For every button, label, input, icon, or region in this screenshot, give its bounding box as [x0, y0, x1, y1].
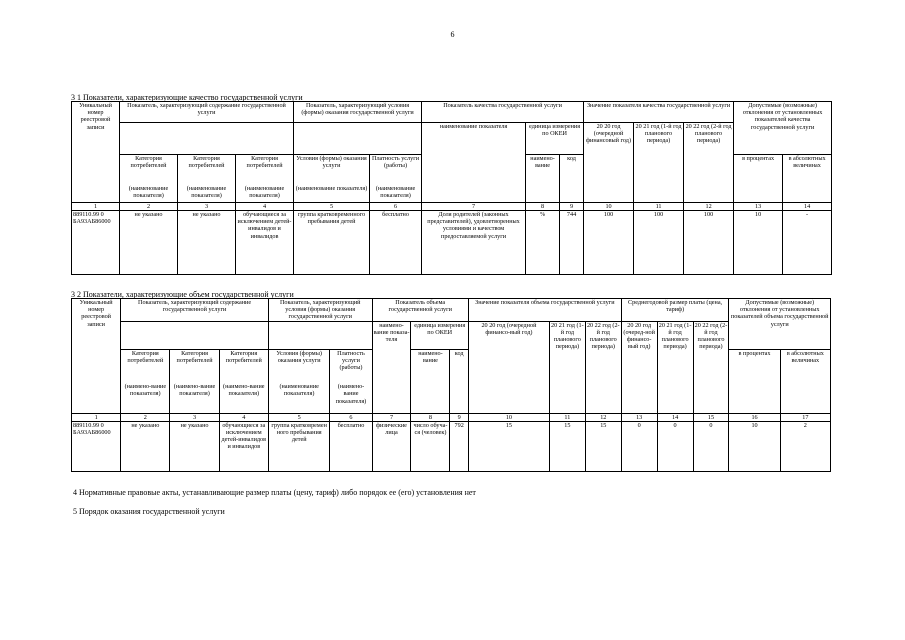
quality-indicator-header: Показатель качества государственной услуги [422, 102, 584, 123]
column-number: 6 [330, 413, 372, 421]
value-2020-cell: 100 [584, 211, 634, 275]
absolute-header: в абсолютных величинах [780, 349, 830, 413]
page-number: 6 [450, 30, 455, 39]
column-number: 5 [268, 413, 330, 421]
column-number: 9 [560, 203, 584, 211]
volume-indicator-header: Показатель объема государственной услуги [372, 299, 468, 322]
deviation-header: Допустимые (возможные) отклонения от установленных показателей объема государственной услуги [729, 299, 831, 350]
quality-value-header: Значение показателя качества государственной услуги [584, 102, 734, 123]
unit-code-cell: 792 [450, 421, 468, 471]
column-number: 16 [729, 413, 780, 421]
unit-header: единица измерения по ОКЕИ [526, 123, 584, 155]
unit-header: единица измерения по ОКЕИ [411, 321, 468, 349]
payment-header: Платность услуги (работы) [370, 155, 422, 185]
unit-name-cell: % [526, 211, 560, 275]
volume-table [71, 298, 831, 472]
category-header-3: Категория потребителей [219, 349, 268, 383]
column-number: 9 [450, 413, 468, 421]
indicator-name-cell: Доля родителей (законных представителей), удовлетворенных условиями и качеством предоставляемой услуги [422, 211, 526, 275]
column-number: 8 [411, 413, 450, 421]
deviation-percent-cell: 10 [734, 211, 783, 275]
payment-cell: бесплатно [370, 211, 422, 275]
column-number: 1 [72, 203, 120, 211]
deviation-absolute-cell: 2 [780, 421, 830, 471]
volume-2020-cell: 15 [468, 421, 549, 471]
column-number: 14 [657, 413, 693, 421]
column-number: 6 [370, 203, 422, 211]
indicator-name-header: наименование показателя [422, 123, 526, 203]
column-number: 17 [780, 413, 830, 421]
column-number: 10 [468, 413, 549, 421]
column-number: 2 [120, 203, 178, 211]
price-year-2020-header: 20 20 год (очеред-ной финансо-вый год) [621, 321, 657, 413]
section-3-1-title: 3 1 Показатели, характеризующие качество государственной услуги [71, 93, 303, 102]
deviation-percent-cell: 10 [729, 421, 780, 471]
value-2021-cell: 100 [634, 211, 684, 275]
percent-header: в процентах [729, 349, 780, 413]
conditions-cell: группа кратковремен ного пребывания детей [268, 421, 330, 471]
indicator-name-note: (наимено-вание показателя) [121, 383, 170, 413]
unit-name-cell: число обуча-ся (человек) [411, 421, 450, 471]
volume-year-2020-header: 20 20 год (очередной финансо-вый год) [468, 321, 549, 413]
indicator-name-header: наимено-вание показа-теля [372, 321, 411, 413]
payment-cell: бесплатно [330, 421, 372, 471]
indicator-name-note: (наименование показателя) [120, 185, 178, 203]
category-cell: обучающиеся за исключением детей-инвалидов и инвалидов [219, 421, 268, 471]
section-5-text: 5 Порядок оказания государственной услуги [73, 507, 225, 516]
volume-year-2022-header: 20 22 год (2-й год планового периода) [585, 321, 621, 413]
indicator-name-note: (наименование показателя) [268, 383, 330, 413]
year-2020-header: 20 20 год (очередной финансовый год) [584, 123, 634, 203]
category-header-1: Категория потребителей [120, 155, 178, 185]
volume-2021-cell: 15 [549, 421, 585, 471]
category-header-1: Категория потребителей [121, 349, 170, 383]
content-indicator-header: Показатель, характеризующий содержание государственной услуги [120, 102, 294, 123]
price-header: Среднегодовой размер платы (цена, тариф) [621, 299, 729, 322]
section-4-text: 4 Нормативные правовые акты, устанавливающие размер платы (цену, тариф) либо порядок ее (его) установления нет [73, 488, 476, 497]
column-number: 7 [372, 413, 411, 421]
value-2022-cell: 100 [684, 211, 734, 275]
column-number: 13 [734, 203, 783, 211]
category-cell: обучающиеся за исключением детей-инвалидов и инвалидов [236, 211, 294, 275]
column-number: 10 [584, 203, 634, 211]
unit-code-cell: 744 [560, 211, 584, 275]
registry-number-cell: 889110.99 0 БА93АБ86000 [72, 421, 121, 471]
column-number-row [72, 203, 832, 211]
table-row [72, 211, 832, 275]
deviation-absolute-cell: - [783, 211, 832, 275]
category-header-2: Категория потребителей [170, 349, 219, 383]
conditions-form-header: Условия (формы) оказания услуги [268, 349, 330, 383]
indicator-name-note: (наимено-вание показателя) [330, 383, 372, 413]
unit-code-header: код [560, 155, 584, 203]
column-number: 15 [693, 413, 729, 421]
column-number: 11 [634, 203, 684, 211]
indicator-name-note: (наимено-вание показателя) [219, 383, 268, 413]
column-number: 12 [684, 203, 734, 211]
content-indicator-header: Показатель, характеризующий содержание государственной услуги [121, 299, 269, 322]
category-header-2: Категория потребителей [178, 155, 236, 185]
registry-number-cell: 889110.99 0 БА93АБ86000 [72, 211, 120, 275]
volume-year-2021-header: 20 21 год (1-й год планового периода) [549, 321, 585, 413]
year-2021-header: 20 21 год (1-й год планового периода) [634, 123, 684, 203]
conditions-form-header: Условия (формы) оказания услуги [294, 155, 370, 185]
absolute-header: в абсолютных величинах [783, 155, 832, 203]
column-number-row [72, 413, 831, 421]
payment-header: Платность услуги (работы) [330, 349, 372, 383]
price-2021-cell: 0 [657, 421, 693, 471]
unique-number-header: Уникальный номер реестровой записи [72, 102, 120, 203]
volume-value-header: Значение показателя объема государственной услуги [468, 299, 621, 322]
volume-2022-cell: 15 [585, 421, 621, 471]
column-number: 13 [621, 413, 657, 421]
price-2022-cell: 0 [693, 421, 729, 471]
price-2020-cell: 0 [621, 421, 657, 471]
conditions-cell: группа кратковременного пребывания детей [294, 211, 370, 275]
table-row [72, 421, 831, 471]
price-year-2022-header: 20 22 год (2-й год планового периода) [693, 321, 729, 413]
year-2022-header: 20 22 год (2-й год планового периода) [684, 123, 734, 203]
percent-header: в процентах [734, 155, 783, 203]
category-cell: не указано [120, 211, 178, 275]
indicator-name-note: (наименование показателя) [294, 185, 370, 203]
conditions-indicator-header: Показатель, характеризующий условия (формы) оказания государственной услуги [294, 102, 422, 123]
category-header-3: Категория потребителей [236, 155, 294, 185]
column-number: 4 [236, 203, 294, 211]
column-number: 7 [422, 203, 526, 211]
conditions-indicator-header: Показатель, характеризующий условия (формы) оказания государственной услуги [268, 299, 372, 322]
unit-code-header: код [450, 349, 468, 413]
column-number: 12 [585, 413, 621, 421]
price-year-2021-header: 20 21 год (1-й год планового периода) [657, 321, 693, 413]
column-number: 3 [170, 413, 219, 421]
column-number: 3 [178, 203, 236, 211]
category-cell: не указано [121, 421, 170, 471]
quality-table [71, 101, 832, 275]
indicator-name-cell: физические лица [372, 421, 411, 471]
column-number: 4 [219, 413, 268, 421]
category-cell: не указано [170, 421, 219, 471]
indicator-name-note: (наименование показателя) [178, 185, 236, 203]
column-number: 8 [526, 203, 560, 211]
column-number: 11 [549, 413, 585, 421]
unique-number-header: Уникальный номер реестровой записи [72, 299, 121, 414]
category-cell: не указано [178, 211, 236, 275]
column-number: 14 [783, 203, 832, 211]
column-number: 1 [72, 413, 121, 421]
section-3-2-title: 3 2 Показатели, характеризующие объем государственной услуги [71, 290, 294, 299]
indicator-name-note: (наименование показателя) [236, 185, 294, 203]
unit-name-header: наимено-вание [526, 155, 560, 203]
indicator-name-note: (наименование показателя) [370, 185, 422, 203]
deviation-header: Допустимые (возможные) отклонения от установленных показателей качества государственной услуги [734, 102, 832, 155]
unit-name-header: наимено-вание [411, 349, 450, 413]
column-number: 2 [121, 413, 170, 421]
column-number: 5 [294, 203, 370, 211]
indicator-name-note: (наимено-вание показателя) [170, 383, 219, 413]
